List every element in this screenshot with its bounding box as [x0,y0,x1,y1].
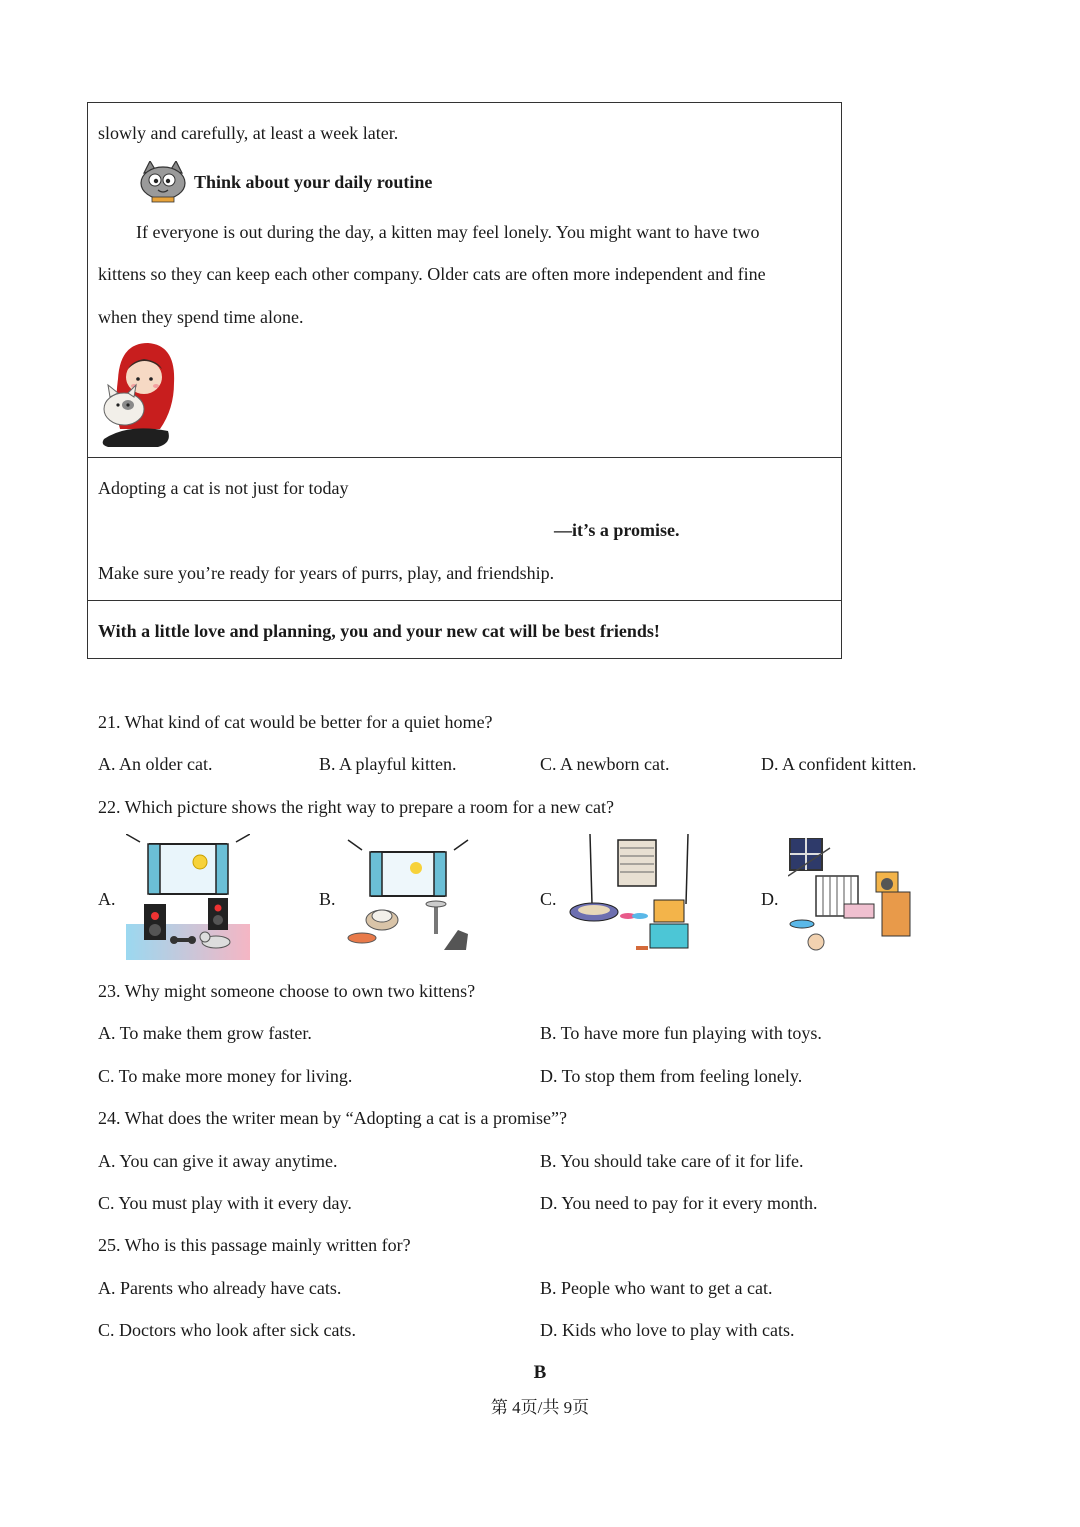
tip-heading: Think about your daily routine [194,172,433,192]
q25-option-d: D. Kids who love to play with cats. [540,1320,795,1340]
q23-option-d: D. To stop them from feeling lonely. [540,1066,803,1086]
q24-option-c: C. You must play with it every day. [98,1193,352,1213]
passage-cell-routine [88,103,841,458]
q23-option-c: C. To make more money for living. [98,1066,353,1086]
child-hugging-cat-illustration [98,339,180,449]
q22-picture-b-room [346,838,470,956]
passage-line: slowly and carefully, at least a week later. [98,123,399,143]
q21-option-c: C. A newborn cat. [540,754,670,774]
q22-picture-c-room [566,834,694,962]
q22-option-d: D. [761,889,779,909]
q21-option-d: D. A confident kitten. [761,754,917,774]
q21-option-b: B. A playful kitten. [319,754,457,774]
section-heading-b: B [533,1362,547,1383]
question-25-stem: 25. Who is this passage mainly written for? [98,1235,411,1255]
closing-line: With a little love and planning, you and your new cat will be best friends! [98,621,660,641]
passage-cell-promise [88,458,841,601]
passage-line-emphasis: —it’s a promise. [554,520,680,540]
q22-picture-d-room [788,838,912,958]
q24-option-b: B. You should take care of it for life. [540,1151,804,1171]
q22-option-a: A. [98,889,116,909]
q22-picture-a-noisy-room [126,834,250,960]
question-24-stem: 24. What does the writer mean by “Adopting a cat is a promise”? [98,1108,568,1128]
passage-line: Adopting a cat is not just for today [98,478,349,498]
question-22-stem: 22. Which picture shows the right way to prepare a room for a new cat? [98,797,614,817]
q22-option-c: C. [540,889,557,909]
passage-box [87,102,842,659]
q23-option-b: B. To have more fun playing with toys. [540,1023,822,1043]
q22-option-b: B. [319,889,336,909]
q25-option-b: B. People who want to get a cat. [540,1278,773,1298]
question-23-stem: 23. Why might someone choose to own two kittens? [98,981,476,1001]
q25-option-c: C. Doctors who look after sick cats. [98,1320,356,1340]
passage-line: when they spend time alone. [98,307,304,327]
q23-option-a: A. To make them grow faster. [98,1023,312,1043]
q25-option-a: A. Parents who already have cats. [98,1278,342,1298]
passage-line: If everyone is out during the day, a kitten may feel lonely. You might want to have two [136,222,760,242]
q24-option-d: D. You need to pay for it every month. [540,1193,818,1213]
question-21-stem: 21. What kind of cat would be better for a quiet home? [98,712,493,732]
passage-cell-closing [88,601,841,658]
page-footer: 第 4页/共 9页 [490,1398,590,1417]
cat-mascot-icon [136,161,188,203]
q21-option-a: A. An older cat. [98,754,213,774]
passage-line: kittens so they can keep each other company. Older cats are often more independent and fine [98,264,766,284]
q24-option-a: A. You can give it away anytime. [98,1151,338,1171]
passage-line: Make sure you’re ready for years of purrs, play, and friendship. [98,563,555,583]
